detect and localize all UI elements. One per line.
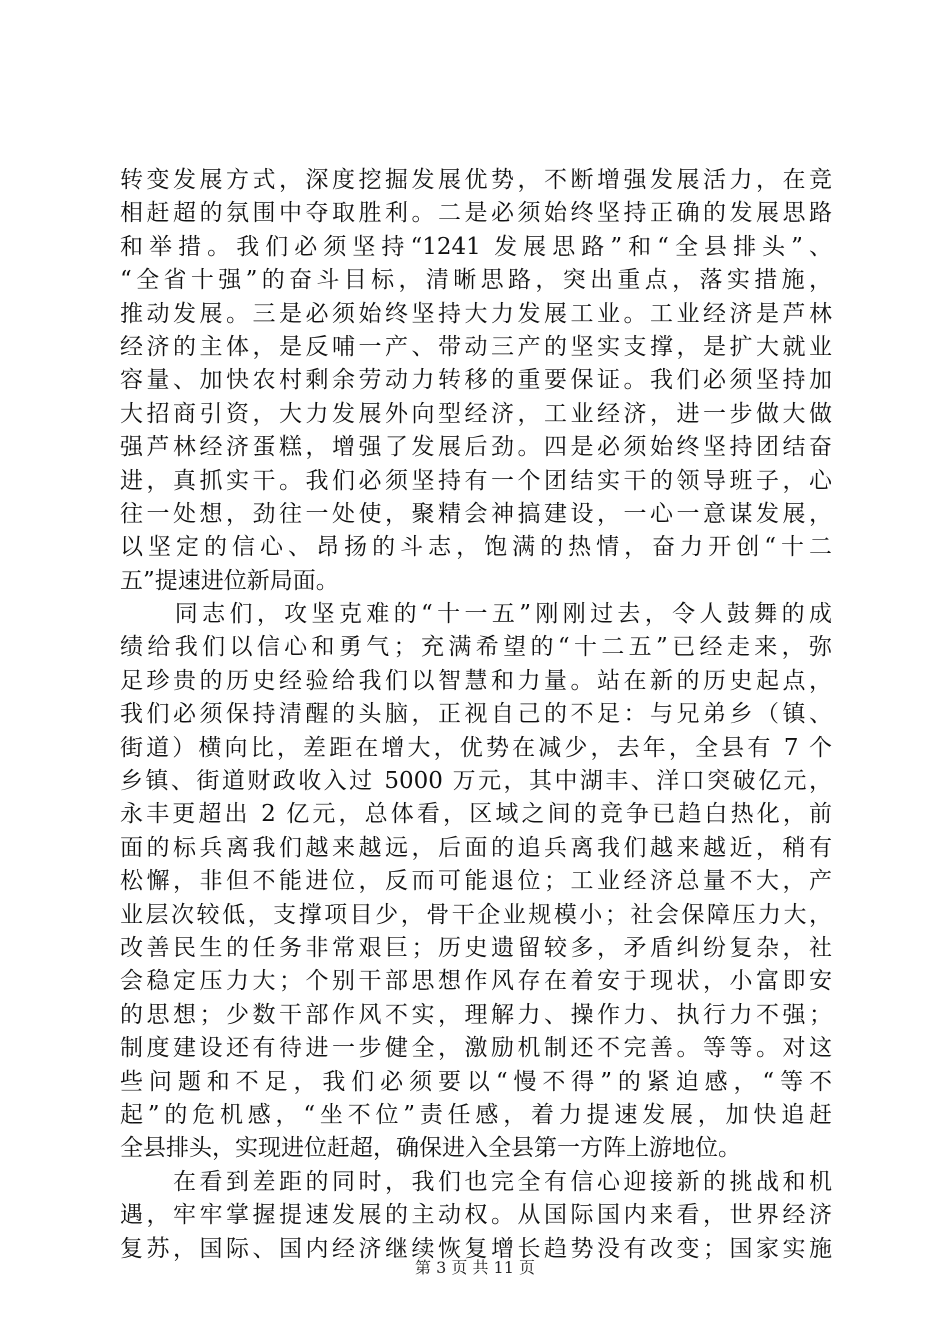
- text-line: 五”提速进位新局面。: [120, 567, 339, 594]
- text-line: “全省十强”的奋斗目标，清晰思路，突出重点，落实措施，: [120, 267, 832, 294]
- text-line: 面的标兵离我们越来越远，后面的追兵离我们越来越近，稍有: [120, 834, 832, 861]
- text-line: 街道）横向比，差距在增大，优势在减少，去年，全县有 7 个: [120, 734, 832, 761]
- text-line: 全县排头，实现进位赶超，确保进入全县第一方阵上游地位。: [120, 1135, 741, 1162]
- text-line: 相赶超的氛围中夺取胜利。二是必须始终坚持正确的发展思路: [120, 200, 832, 227]
- text-line: 足珍贵的历史经验给我们以智慧和力量。站在新的历史起点，: [120, 667, 832, 694]
- text-line: 我们必须保持清醒的头脑，正视自己的不足：与兄弟乡（镇、: [120, 701, 832, 728]
- text-line: 业层次较低，支撑项目少，骨干企业规模小；社会保障压力大，: [120, 901, 832, 928]
- text-line: 转变发展方式，深度挖掘发展优势，不断增强发展活力，在竞: [120, 167, 832, 193]
- text-line: 乡镇、街道财政收入过 5000 万元，其中湖丰、洋口突破亿元，: [120, 768, 832, 795]
- text-line: 的思想；少数干部作风不实，理解力、操作力、执行力不强；: [120, 1001, 832, 1028]
- text-line: 进，真抓实干。我们必须坚持有一个团结实干的领导班子，心: [120, 467, 832, 494]
- text-line: 绩给我们以信心和勇气；充满希望的“十二五”已经走来，弥: [120, 634, 832, 661]
- body-text: [120, 164, 832, 1266]
- text-line: 复苏，国际、国内经济继续恢复增长趋势没有改变；国家实施: [120, 1235, 832, 1262]
- text-line: 在看到差距的同时，我们也完全有信心迎接新的挑战和机: [120, 1168, 832, 1195]
- text-line: 和举措。我们必须坚持“1241 发展思路”和“全县排头”、: [120, 233, 832, 260]
- text-line: 经济的主体，是反哺一产、带动三产的坚实支撑，是扩大就业: [120, 333, 832, 360]
- page-footer: 第 3 页 共 11 页: [415, 1258, 535, 1277]
- text-line: 以坚定的信心、昂扬的斗志，饱满的热情，奋力开创“十二: [120, 534, 832, 561]
- text-line: 同志们，攻坚克难的“十一五”刚刚过去，令人鼓舞的成: [120, 601, 832, 628]
- text-line: 松懈，非但不能进位，反而可能退位；工业经济总量不大，产: [120, 868, 832, 895]
- text-line: 容量、加快农村剩余劳动力转移的重要保证。我们必须坚持加: [120, 367, 832, 394]
- text-line: 会稳定压力大；个别干部思想作风存在着安于现状，小富即安: [120, 968, 832, 995]
- text-line: 改善民生的任务非常艰巨；历史遗留较多，矛盾纠纷复杂，社: [120, 934, 832, 961]
- text-line: 些问题和不足，我们必须要以“慢不得”的紧迫感，“等不: [120, 1068, 832, 1095]
- text-line: 起”的危机感，“坐不位”责任感，着力提速发展，加快追赶: [120, 1101, 832, 1128]
- text-line: 往一处想，劲往一处使，聚精会神搞建设，一心一意谋发展，: [120, 500, 832, 527]
- text-line: 大招商引资，大力发展外向型经济，工业经济，进一步做大做: [120, 400, 832, 427]
- text-line: 永丰更超出 2 亿元，总体看，区域之间的竞争已趋白热化，前: [120, 801, 832, 828]
- text-line: 制度建设还有待进一步健全，激励机制还不完善。等等。对这: [120, 1035, 832, 1062]
- text-line: 推动发展。三是必须始终坚持大力发展工业。工业经济是芦林: [120, 300, 832, 327]
- text-line: 遇，牢牢掌握提速发展的主动权。从国际国内来看，世界经济: [120, 1202, 832, 1229]
- text-line: 强芦林经济蛋糕，增强了发展后劲。四是必须始终坚持团结奋: [120, 434, 832, 461]
